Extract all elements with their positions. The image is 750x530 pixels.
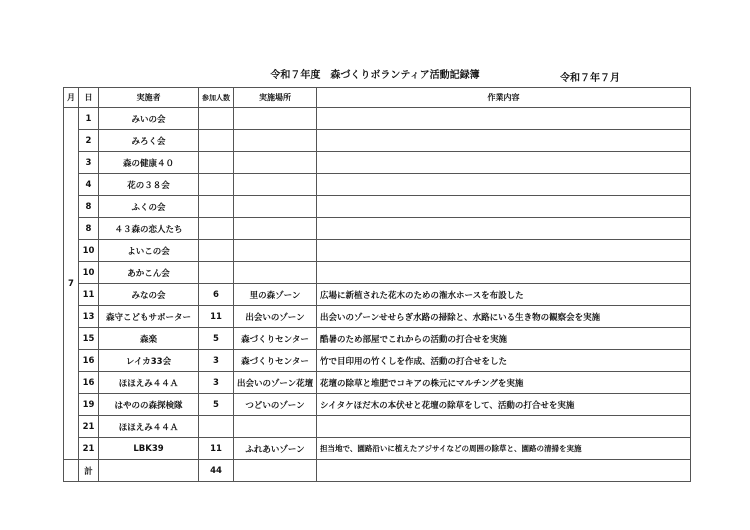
table-row <box>64 284 691 306</box>
day-cell: 11 <box>79 284 99 306</box>
table-row <box>64 130 691 152</box>
table-row <box>64 262 691 284</box>
table-row <box>64 328 691 350</box>
header-row <box>64 88 691 108</box>
org-cell: みなの会 <box>99 284 199 306</box>
table-row <box>64 196 691 218</box>
count-cell <box>199 152 234 174</box>
day-cell: 1 <box>79 108 99 130</box>
day-cell: 3 <box>79 152 99 174</box>
table-row <box>64 438 691 460</box>
org-cell: よいこの会 <box>99 240 199 262</box>
work-cell <box>317 240 691 262</box>
count-cell: 5 <box>199 394 234 416</box>
place-cell: 出会いのゾーン <box>234 306 317 328</box>
org-cell: レイカ33会 <box>99 350 199 372</box>
count-cell: 3 <box>199 350 234 372</box>
place-cell <box>234 152 317 174</box>
day-cell: 16 <box>79 350 99 372</box>
count-cell <box>199 130 234 152</box>
col-day: 日 <box>79 88 99 108</box>
work-cell: 酷暑のため部屋でこれからの活動の打合せを実施 <box>317 328 691 350</box>
place-cell <box>234 262 317 284</box>
place-cell <box>234 416 317 438</box>
table-row <box>64 108 691 130</box>
day-cell: 21 <box>79 438 99 460</box>
org-cell: ４３森の恋人たち <box>99 218 199 240</box>
day-cell: 16 <box>79 372 99 394</box>
work-cell: 花壇の除草と堆肥でコキアの株元にマルチングを実施 <box>317 372 691 394</box>
org-cell: 花の３８会 <box>99 174 199 196</box>
org-cell: 森の健康４０ <box>99 152 199 174</box>
count-cell: 5 <box>199 328 234 350</box>
count-cell <box>199 174 234 196</box>
count-cell <box>199 196 234 218</box>
total-row <box>64 460 691 482</box>
total-month-cell <box>64 460 79 482</box>
org-cell: みいの会 <box>99 108 199 130</box>
place-cell <box>234 108 317 130</box>
count-cell: 11 <box>199 306 234 328</box>
day-cell: 4 <box>79 174 99 196</box>
day-cell: 13 <box>79 306 99 328</box>
place-cell: 里の森ゾーン <box>234 284 317 306</box>
place-cell: 森づくりセンター <box>234 350 317 372</box>
org-cell: みろく会 <box>99 130 199 152</box>
day-cell: 10 <box>79 240 99 262</box>
document-title: 令和７年度 森づくりボランティア活動記録簿 <box>270 70 480 81</box>
work-cell <box>317 218 691 240</box>
work-cell: 竹で目印用の竹くしを作成、活動の打合せをした <box>317 350 691 372</box>
day-cell: 15 <box>79 328 99 350</box>
count-cell <box>199 262 234 284</box>
org-cell: ふくの会 <box>99 196 199 218</box>
count-cell: 11 <box>199 438 234 460</box>
work-cell <box>317 174 691 196</box>
place-cell: つどいのゾーン <box>234 394 317 416</box>
document-date: 令和７年７月 <box>560 73 620 84</box>
day-cell: 21 <box>79 416 99 438</box>
table-row <box>64 306 691 328</box>
col-work: 作業内容 <box>317 88 691 108</box>
table-row <box>64 350 691 372</box>
work-cell <box>317 152 691 174</box>
day-cell: 2 <box>79 130 99 152</box>
work-cell <box>317 108 691 130</box>
place-cell <box>234 240 317 262</box>
work-cell: 出会いのゾーンせせらぎ水路の掃除と、水路にいる生き物の観察会を実施 <box>317 306 691 328</box>
place-cell <box>234 218 317 240</box>
work-cell <box>317 130 691 152</box>
total-count: 44 <box>199 460 234 482</box>
col-place: 実施場所 <box>234 88 317 108</box>
org-cell: ほほえみ４４Ａ <box>99 372 199 394</box>
place-cell: ふれあいゾーン <box>234 438 317 460</box>
work-cell: シイタケほだ木の本伏せと花壇の除草をして、活動の打合せを実施 <box>317 394 691 416</box>
total-place-cell <box>234 460 317 482</box>
table-row <box>64 152 691 174</box>
table-row <box>64 218 691 240</box>
org-cell: 森楽 <box>99 328 199 350</box>
org-cell: はやのの森探検隊 <box>99 394 199 416</box>
col-count: 参加人数 <box>199 88 234 108</box>
count-cell: 6 <box>199 284 234 306</box>
count-cell <box>199 218 234 240</box>
count-cell <box>199 416 234 438</box>
work-cell <box>317 196 691 218</box>
count-cell: 3 <box>199 372 234 394</box>
org-cell: あかこん会 <box>99 262 199 284</box>
col-org: 実施者 <box>99 88 199 108</box>
activity-log-table <box>63 87 691 482</box>
day-cell: 19 <box>79 394 99 416</box>
work-cell: 担当地で、園路沿いに植えたアジサイなどの周囲の除草と、園路の清掃を実施 <box>317 438 691 460</box>
day-cell: 8 <box>79 218 99 240</box>
table-row <box>64 372 691 394</box>
day-cell: 10 <box>79 262 99 284</box>
count-cell <box>199 108 234 130</box>
day-cell: 8 <box>79 196 99 218</box>
place-cell: 出会いのゾーン花壇 <box>234 372 317 394</box>
total-work-cell <box>317 460 691 482</box>
org-cell: LBK39 <box>99 438 199 460</box>
table-row <box>64 394 691 416</box>
work-cell: 広場に新植された花木のための潅水ホースを布設した <box>317 284 691 306</box>
table-row <box>64 174 691 196</box>
place-cell <box>234 174 317 196</box>
total-label: 計 <box>79 460 99 482</box>
table-row <box>64 240 691 262</box>
org-cell: 森守こどもサポーター <box>99 306 199 328</box>
count-cell <box>199 240 234 262</box>
work-cell <box>317 262 691 284</box>
place-cell: 森づくりセンター <box>234 328 317 350</box>
total-org-cell <box>99 460 199 482</box>
month-cell: 7 <box>64 108 79 460</box>
col-month: 月 <box>64 88 79 108</box>
work-cell <box>317 416 691 438</box>
place-cell <box>234 130 317 152</box>
place-cell <box>234 196 317 218</box>
org-cell: ほほえみ４４Ａ <box>99 416 199 438</box>
table-row <box>64 416 691 438</box>
